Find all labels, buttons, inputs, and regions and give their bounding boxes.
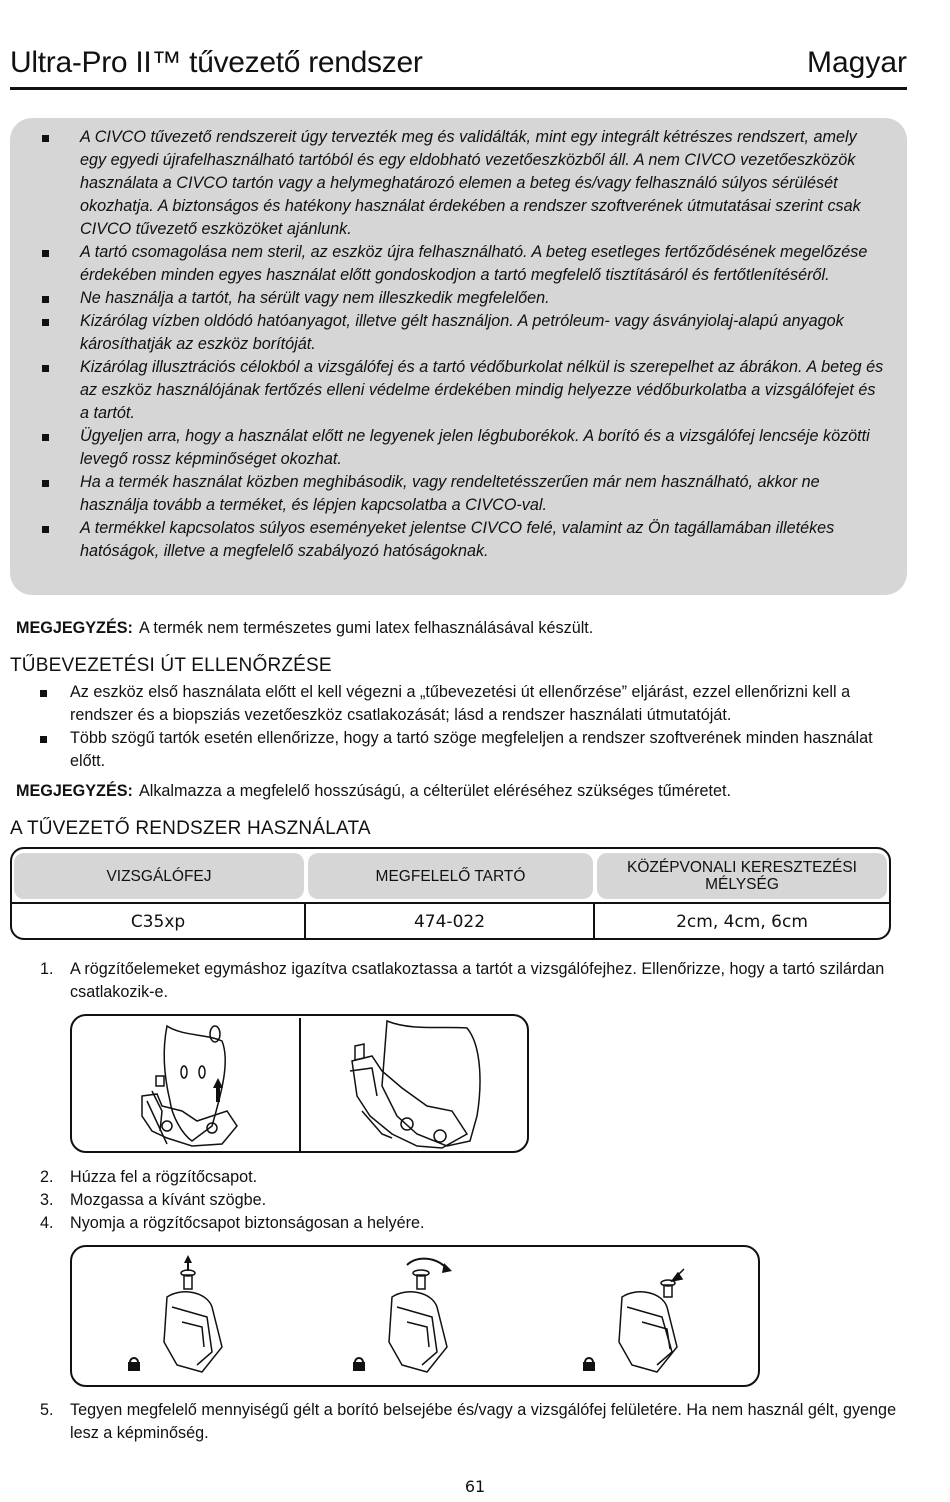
table-cell: 2cm, 4cm, 6cm — [676, 912, 808, 932]
table-row — [12, 902, 889, 940]
table-cell: 474-022 — [306, 904, 595, 940]
square-bullet-icon — [42, 296, 49, 303]
warning-item: Ügyeljen arra, hogy a használat előtt ne legyenek jelen légbuborékok. A borító és a vizsgálófej lencséje közötti levegő rossz képminőséget okozhat. — [40, 425, 887, 471]
square-bullet-icon — [42, 250, 49, 257]
column-header: MEGFELELŐ TARTÓ — [308, 853, 593, 899]
note-text: A termék nem természetes gumi latex felhasználásával készült. — [138, 619, 594, 637]
check-list — [40, 681, 910, 773]
attach-illustration — [72, 1016, 531, 1155]
step-number: 2. — [40, 1168, 54, 1186]
warning-item: Kizárólag illusztrációs célokból a vizsgálófej és a tartó védőburkolat nélkül is szerepelhet az ábrákon. A beteg és az eszköz használójának fertőzés elleni védelme érdekében mindig helyezze védőburkolatba a vizsgálófejet és a tartót. — [40, 356, 887, 425]
step-item — [40, 1212, 910, 1235]
note-latex — [16, 617, 593, 640]
square-bullet-icon — [40, 736, 47, 743]
note-needle-size — [16, 780, 731, 803]
page-header — [10, 40, 907, 90]
square-bullet-icon — [42, 135, 49, 142]
list-item: Több szögű tartók esetén ellenőrizze, hogy a tartó szöge megfeleljen a rendszer szoftverének minden használat előtt. — [40, 727, 910, 773]
warning-list — [40, 126, 887, 563]
step-text: Mozgassa a kívánt szögbe. — [70, 1191, 267, 1209]
square-bullet-icon — [40, 690, 47, 697]
step-text: Tegyen megfelelő mennyiségű gélt a borító belsejébe és/vagy a vizsgálófej felületére. Ha nem használ gélt, gyenge lesz a képminőség. — [70, 1401, 897, 1442]
warning-item: A CIVCO tűvezető rendszereit úgy tervezték meg és validálták, mint egy integrált kétrészes rendszert, amely egy egyedi újrafelhasználható tartóból és egy eldobható vezetőeszközből áll. A nem CIVCO vezetőeszközök használata a CIVCO tartón vagy a helymeghatározó elemen a beteg és/vagy felhasználó súlyos sérülését okozhatja. A biztonságos és hatékony használat érdekében a rendszer szoftverének útmutatásai szerint csak CIVCO tűvezető eszközöket ajánlunk. — [40, 126, 887, 241]
square-bullet-icon — [42, 434, 49, 441]
table-header — [12, 849, 889, 901]
warning-item: Kizárólag vízben oldódó hatóanyagot, illetve gélt használjon. A petróleum- vagy ásványiolaj-alapú anyagok károsíthatják az eszköz borítóját. — [40, 310, 887, 356]
section-heading: A TŰVEZETŐ RENDSZER HASZNÁLATA — [10, 818, 371, 839]
square-bullet-icon — [42, 526, 49, 533]
figure-attach-bracket — [70, 1014, 529, 1153]
column-header: VIZSGÁLÓFEJ — [14, 853, 304, 899]
step-number: 4. — [40, 1214, 54, 1232]
square-bullet-icon — [42, 319, 49, 326]
step-text: Húzza fel a rögzítőcsapot. — [70, 1168, 258, 1186]
warning-box — [10, 118, 907, 595]
step-list — [40, 1399, 910, 1445]
step-item — [40, 958, 910, 1004]
step-item — [40, 1189, 910, 1212]
figure-angle-lock — [70, 1245, 760, 1387]
list-item: Az eszköz első használata előtt el kell végezni a „tűbevezetési út ellenőrzése” eljárást, ezzel ellenőrizni kell a rendszer és a biopsziás vezetőeszköz csatlakozását; lásd a rendszer használati útmutatóját. — [40, 681, 910, 727]
table-cell: C35xp — [12, 904, 306, 940]
page-number: 61 — [464, 1477, 486, 1496]
step-text: Nyomja a rögzítőcsapot biztonságosan a helyére. — [70, 1214, 425, 1232]
note-label: MEGJEGYZÉS: — [16, 619, 133, 637]
angle-lock-illustration — [72, 1247, 762, 1389]
square-bullet-icon — [42, 480, 49, 487]
language-label: Magyar — [806, 46, 907, 79]
note-text: Alkalmazza a megfelelő hosszúságú, a célterület eléréséhez szükséges tűméretet. — [138, 782, 731, 800]
note-label: MEGJEGYZÉS: — [16, 782, 133, 800]
step-number: 1. — [40, 960, 54, 978]
step-list — [40, 958, 910, 1004]
compatibility-table — [10, 847, 891, 940]
square-bullet-icon — [42, 365, 49, 372]
step-item — [40, 1166, 910, 1189]
page-title: Ultra-Pro II™ tűvezető rendszer — [10, 46, 423, 79]
warning-item: Ne használja a tartót, ha sérült vagy nem illeszkedik megfelelően. — [40, 287, 887, 310]
column-header: KÖZÉPVONALI KERESZTEZÉSI MÉLYSÉG — [597, 853, 887, 899]
section-heading: TŰBEVEZETÉSI ÚT ELLENŐRZÉSE — [10, 655, 332, 676]
step-item — [40, 1399, 910, 1445]
step-list — [40, 1166, 910, 1235]
step-number: 5. — [40, 1401, 54, 1419]
warning-item: A termékkel kapcsolatos súlyos eseményeket jelentse CIVCO felé, valamint az Ön tagállamában illetékes hatóságok, illetve a megfelelő szabályozó hatóságoknak. — [40, 517, 887, 563]
warning-item: A tartó csomagolása nem steril, az eszköz újra felhasználható. A beteg esetleges fertőződésének megelőzése érdekében minden egyes használat előtt gondoskodjon a tartó megfelelő tisztításáról és fertőtlenítéséről. — [40, 241, 887, 287]
warning-item: Ha a termék használat közben meghibásodik, vagy rendeltetésszerűen már nem használható, akkor ne használja tovább a terméket, és lépjen kapcsolatba a CIVCO-val. — [40, 471, 887, 517]
step-text: A rögzítőelemeket egymáshoz igazítva csatlakoztassa a tartót a vizsgálófejhez. Ellenőrizze, hogy a tartó szilárdan csatlakozik-e. — [70, 960, 885, 1001]
step-number: 3. — [40, 1191, 54, 1209]
